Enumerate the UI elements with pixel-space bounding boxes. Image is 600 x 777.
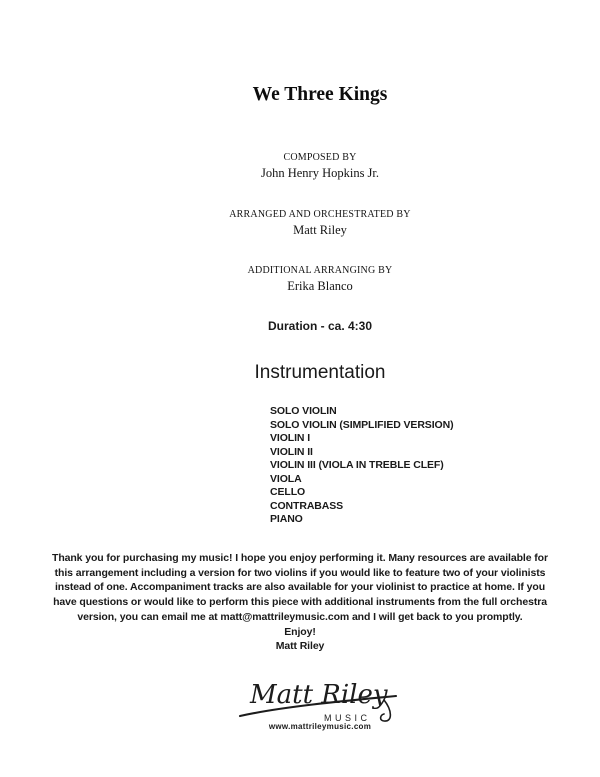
instrument-item: CELLO xyxy=(270,486,306,498)
instrument-item: CONTRABASS xyxy=(270,499,344,512)
additional-arranger-label: ADDITIONAL ARRANGING BY xyxy=(247,265,393,276)
additional-arranger-name: Erika Blanco xyxy=(287,278,353,293)
instrument-item: VIOLIN III (VIOLA IN TREBLE CLEF) xyxy=(270,459,444,471)
instrument-item: VIOLIN I xyxy=(270,432,311,444)
website-url: www.mattrileymusic.com xyxy=(268,722,372,731)
composed-by-block xyxy=(40,151,600,181)
arranger-block xyxy=(40,208,600,238)
purchase-note xyxy=(46,551,554,654)
logo-graphic xyxy=(238,672,402,728)
arranger-name: Matt Riley xyxy=(293,222,347,237)
note-body: Thank you for purchasing my music! I hope you enjoy performing it. Many resources are available for this arrangement including a version for two violins if you would like to feature two of your violinists instead of one. Accompaniment tracks are also available for your violinist to practice at home. If you have questions or would like to perform this piece with additional instruments from the full orchestra version, you can email me at matt@mattrileymusic.com and I will get back to you promptly. xyxy=(52,552,548,623)
arranger-label: ARRANGED AND ORCHESTRATED BY xyxy=(229,209,411,220)
additional-arranger-block xyxy=(40,264,600,294)
instrument-item: VIOLA xyxy=(270,472,302,485)
composed-by-label: COMPOSED BY xyxy=(283,152,357,163)
instrument-item: PIANO xyxy=(270,513,303,525)
note-signoff: Enjoy! xyxy=(284,625,316,638)
logo-script-text: Matt Riley xyxy=(250,680,388,710)
page-title: We Three Kings xyxy=(252,84,388,105)
instrumentation-heading: Instrumentation xyxy=(254,362,386,383)
matt-riley-music-logo xyxy=(40,672,600,728)
duration-text: Duration - ca. 4:30 xyxy=(267,319,373,333)
instrument-item: SOLO VIOLIN xyxy=(270,405,337,417)
instrument-list xyxy=(270,405,453,527)
note-signature: Matt Riley xyxy=(275,640,325,653)
instrument-item: SOLO VIOLIN (SIMPLIFIED VERSION) xyxy=(270,418,454,431)
composer-name: John Henry Hopkins Jr. xyxy=(260,165,380,180)
instrument-item: VIOLIN II xyxy=(270,445,313,458)
logo-music-text: MUSIC xyxy=(324,713,371,723)
